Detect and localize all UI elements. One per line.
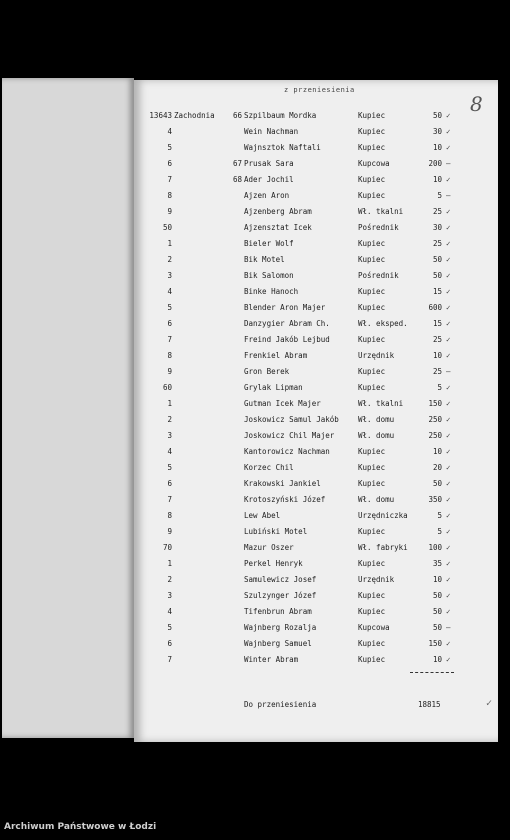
person-name: Wajnberg Rozalja xyxy=(244,623,317,632)
amount: 50 xyxy=(432,111,442,120)
entry-number: 2 xyxy=(167,575,172,584)
person-name: Samulewicz Josef xyxy=(244,575,317,584)
amount: 100 xyxy=(428,543,442,552)
check-mark: – xyxy=(446,159,451,168)
table-row xyxy=(134,652,498,668)
check-mark: ✓ xyxy=(446,527,451,536)
table-row xyxy=(134,636,498,652)
table-row xyxy=(134,332,498,348)
amount: 10 xyxy=(432,175,442,184)
entry-number: 7 xyxy=(167,495,172,504)
occupation: Kupiec xyxy=(358,607,386,616)
amount: 50 xyxy=(432,607,442,616)
entry-number: 2 xyxy=(167,415,172,424)
amount: 10 xyxy=(432,575,442,584)
entry-number: 50 xyxy=(162,223,172,232)
check-mark: ✓ xyxy=(446,111,451,120)
amount: 20 xyxy=(432,463,442,472)
table-row xyxy=(134,188,498,204)
table-row xyxy=(134,540,498,556)
person-name: Prusak Sara xyxy=(244,159,294,168)
table-row xyxy=(134,620,498,636)
amount: 10 xyxy=(432,143,442,152)
house-number: 67 xyxy=(232,159,242,168)
person-name: Winter Abram xyxy=(244,655,299,664)
check-mark: – xyxy=(446,191,451,200)
check-mark: ✓ xyxy=(446,463,451,472)
person-name: Korzec Chil xyxy=(244,463,294,472)
amount: 50 xyxy=(432,623,442,632)
entry-number: 9 xyxy=(167,527,172,536)
amount: 150 xyxy=(428,399,442,408)
person-name: Joskowicz Chil Majer xyxy=(244,431,335,440)
person-name: Gutman Icek Majer xyxy=(244,399,321,408)
table-row xyxy=(134,396,498,412)
table-row xyxy=(134,380,498,396)
amount: 50 xyxy=(432,479,442,488)
house-number: 66 xyxy=(232,111,242,120)
amount: 15 xyxy=(432,319,442,328)
entry-number: 13643 xyxy=(149,111,172,120)
check-mark: ✓ xyxy=(446,383,451,392)
occupation: Kupiec xyxy=(358,175,386,184)
entry-number: 70 xyxy=(162,543,172,552)
table-row xyxy=(134,140,498,156)
entry-number: 60 xyxy=(162,383,172,392)
entry-number: 8 xyxy=(167,511,172,520)
person-name: Danzygier Abram Ch. xyxy=(244,319,330,328)
ledger-table xyxy=(134,108,498,668)
check-mark: – xyxy=(446,367,451,376)
entry-number: 3 xyxy=(167,271,172,280)
amount: 50 xyxy=(432,255,442,264)
check-mark: ✓ xyxy=(446,479,451,488)
table-row xyxy=(134,156,498,172)
sum-divider xyxy=(410,672,454,673)
check-mark: ✓ xyxy=(446,351,451,360)
person-name: Gron Berek xyxy=(244,367,290,376)
entry-number: 1 xyxy=(167,239,172,248)
amount: 15 xyxy=(432,287,442,296)
table-row xyxy=(134,124,498,140)
person-name: Lubiński Motel xyxy=(244,527,308,536)
check-mark: ✓ xyxy=(446,415,451,424)
occupation: Kupcowa xyxy=(358,159,390,168)
occupation: Kupiec xyxy=(358,559,386,568)
table-row xyxy=(134,236,498,252)
table-row xyxy=(134,108,498,124)
table-row xyxy=(134,252,498,268)
table-row xyxy=(134,460,498,476)
occupation: Wł. domu xyxy=(358,415,395,424)
table-row xyxy=(134,204,498,220)
entry-number: 5 xyxy=(167,463,172,472)
check-mark: – xyxy=(446,623,451,632)
entry-number: 4 xyxy=(167,127,172,136)
check-mark: ✓ xyxy=(446,255,451,264)
house-number: 68 xyxy=(232,175,242,184)
check-mark: ✓ xyxy=(446,511,451,520)
check-mark: ✓ xyxy=(446,639,451,648)
entry-number: 3 xyxy=(167,431,172,440)
amount: 30 xyxy=(432,223,442,232)
amount: 600 xyxy=(428,303,442,312)
occupation: Kupiec xyxy=(358,239,386,248)
occupation: Kupiec xyxy=(358,287,386,296)
person-name: Wein Nachman xyxy=(244,127,299,136)
occupation: Wł. fabryki xyxy=(358,543,408,552)
check-mark: ✓ xyxy=(446,127,451,136)
carry-forward-total: 18815 xyxy=(418,700,441,709)
check-mark: ✓ xyxy=(446,175,451,184)
table-row xyxy=(134,604,498,620)
occupation: Kupiec xyxy=(358,367,386,376)
check-mark: ✓ xyxy=(486,698,493,709)
table-row xyxy=(134,492,498,508)
occupation: Kupiec xyxy=(358,111,386,120)
check-mark: ✓ xyxy=(446,399,451,408)
amount: 25 xyxy=(432,207,442,216)
occupation: Wł. tkalni xyxy=(358,399,404,408)
table-row xyxy=(134,556,498,572)
amount: 350 xyxy=(428,495,442,504)
person-name: Joskowicz Samul Jakób xyxy=(244,415,339,424)
previous-page-edge xyxy=(2,78,134,738)
table-row xyxy=(134,364,498,380)
entry-number: 8 xyxy=(167,191,172,200)
entry-number: 6 xyxy=(167,159,172,168)
check-mark: ✓ xyxy=(446,303,451,312)
occupation: Kupiec xyxy=(358,143,386,152)
page-header: z przeniesienia xyxy=(284,86,355,94)
entry-number: 1 xyxy=(167,399,172,408)
amount: 5 xyxy=(437,527,442,536)
table-row xyxy=(134,220,498,236)
person-name: Krakowski Jankiel xyxy=(244,479,321,488)
check-mark: ✓ xyxy=(446,591,451,600)
person-name: Bik Salomon xyxy=(244,271,294,280)
table-row xyxy=(134,172,498,188)
table-row xyxy=(134,428,498,444)
occupation: Kupiec xyxy=(358,463,386,472)
person-name: Grylak Lipman xyxy=(244,383,303,392)
check-mark: ✓ xyxy=(446,335,451,344)
check-mark: ✓ xyxy=(446,559,451,568)
occupation: Urzędnik xyxy=(358,575,395,584)
check-mark: ✓ xyxy=(446,543,451,552)
check-mark: ✓ xyxy=(446,655,451,664)
amount: 5 xyxy=(437,191,442,200)
person-name: Ajzensztat Icek xyxy=(244,223,312,232)
person-name: Tifenbrun Abram xyxy=(244,607,312,616)
occupation: Kupiec xyxy=(358,255,386,264)
check-mark: ✓ xyxy=(446,447,451,456)
entry-number: 5 xyxy=(167,623,172,632)
table-row xyxy=(134,412,498,428)
person-name: Mazur Oszer xyxy=(244,543,294,552)
amount: 25 xyxy=(432,239,442,248)
entry-number: 6 xyxy=(167,639,172,648)
occupation: Wł. tkalni xyxy=(358,207,404,216)
person-name: Ajzen Aron xyxy=(244,191,290,200)
amount: 10 xyxy=(432,447,442,456)
person-name: Szpilbaum Mordka xyxy=(244,111,317,120)
entry-number: 7 xyxy=(167,175,172,184)
document-page xyxy=(134,80,498,742)
amount: 150 xyxy=(428,639,442,648)
occupation: Kupiec xyxy=(358,655,386,664)
table-row xyxy=(134,524,498,540)
street-name: Zachodnia xyxy=(174,111,215,120)
person-name: Wajnberg Samuel xyxy=(244,639,312,648)
table-row xyxy=(134,300,498,316)
entry-number: 1 xyxy=(167,559,172,568)
check-mark: ✓ xyxy=(446,575,451,584)
person-name: Bieler Wolf xyxy=(244,239,294,248)
entry-number: 7 xyxy=(167,335,172,344)
entry-number: 6 xyxy=(167,319,172,328)
entry-number: 8 xyxy=(167,351,172,360)
person-name: Szulzynger Józef xyxy=(244,591,317,600)
table-row xyxy=(134,268,498,284)
occupation: Kupiec xyxy=(358,479,386,488)
person-name: Binke Hanoch xyxy=(244,287,299,296)
check-mark: ✓ xyxy=(446,239,451,248)
person-name: Perkel Henryk xyxy=(244,559,303,568)
person-name: Ajzenberg Abram xyxy=(244,207,312,216)
occupation: Urzędniczka xyxy=(358,511,408,520)
occupation: Wł. domu xyxy=(358,495,395,504)
check-mark: ✓ xyxy=(446,143,451,152)
occupation: Wł. domu xyxy=(358,431,395,440)
check-mark: ✓ xyxy=(446,431,451,440)
table-row xyxy=(134,476,498,492)
table-row xyxy=(134,284,498,300)
occupation: Kupiec xyxy=(358,127,386,136)
occupation: Kupiec xyxy=(358,447,386,456)
person-name: Bik Motel xyxy=(244,255,285,264)
amount: 10 xyxy=(432,655,442,664)
check-mark: ✓ xyxy=(446,607,451,616)
amount: 30 xyxy=(432,127,442,136)
amount: 5 xyxy=(437,383,442,392)
amount: 35 xyxy=(432,559,442,568)
person-name: Blender Aron Majer xyxy=(244,303,326,312)
entry-number: 3 xyxy=(167,591,172,600)
amount: 250 xyxy=(428,415,442,424)
entry-number: 9 xyxy=(167,207,172,216)
amount: 25 xyxy=(432,335,442,344)
page-number: 8 xyxy=(470,92,483,116)
occupation: Kupiec xyxy=(358,303,386,312)
amount: 5 xyxy=(437,511,442,520)
check-mark: ✓ xyxy=(446,495,451,504)
person-name: Kantorowicz Nachman xyxy=(244,447,330,456)
amount: 10 xyxy=(432,351,442,360)
occupation: Urzędnik xyxy=(358,351,395,360)
entry-number: 4 xyxy=(167,607,172,616)
entry-number: 4 xyxy=(167,287,172,296)
carry-forward-label: Do przeniesienia xyxy=(244,700,317,709)
entry-number: 5 xyxy=(167,303,172,312)
table-row xyxy=(134,348,498,364)
person-name: Krotoszyński Józef xyxy=(244,495,326,504)
occupation: Pośrednik xyxy=(358,271,399,280)
occupation: Kupiec xyxy=(358,191,386,200)
occupation: Wł. eksped. xyxy=(358,319,408,328)
check-mark: ✓ xyxy=(446,223,451,232)
check-mark: ✓ xyxy=(446,207,451,216)
entry-number: 6 xyxy=(167,479,172,488)
person-name: Frenkiel Abram xyxy=(244,351,308,360)
table-row xyxy=(134,316,498,332)
archive-watermark: Archiwum Państwowe w Łodzi xyxy=(4,822,157,832)
occupation: Kupcowa xyxy=(358,623,390,632)
check-mark: ✓ xyxy=(446,319,451,328)
table-row xyxy=(134,572,498,588)
amount: 200 xyxy=(428,159,442,168)
entry-number: 5 xyxy=(167,143,172,152)
occupation: Kupiec xyxy=(358,639,386,648)
amount: 250 xyxy=(428,431,442,440)
person-name: Freind Jakób Lejbud xyxy=(244,335,330,344)
amount: 50 xyxy=(432,271,442,280)
check-mark: ✓ xyxy=(446,287,451,296)
occupation: Kupiec xyxy=(358,335,386,344)
amount: 50 xyxy=(432,591,442,600)
amount: 25 xyxy=(432,367,442,376)
occupation: Kupiec xyxy=(358,527,386,536)
person-name: Ader Jochil xyxy=(244,175,294,184)
occupation: Kupiec xyxy=(358,591,386,600)
table-row xyxy=(134,444,498,460)
table-row xyxy=(134,588,498,604)
entry-number: 2 xyxy=(167,255,172,264)
entry-number: 9 xyxy=(167,367,172,376)
table-row xyxy=(134,508,498,524)
entry-number: 7 xyxy=(167,655,172,664)
person-name: Lew Abel xyxy=(244,511,281,520)
check-mark: ✓ xyxy=(446,271,451,280)
occupation: Kupiec xyxy=(358,383,386,392)
occupation: Pośrednik xyxy=(358,223,399,232)
person-name: Wajnsztok Naftali xyxy=(244,143,321,152)
entry-number: 4 xyxy=(167,447,172,456)
